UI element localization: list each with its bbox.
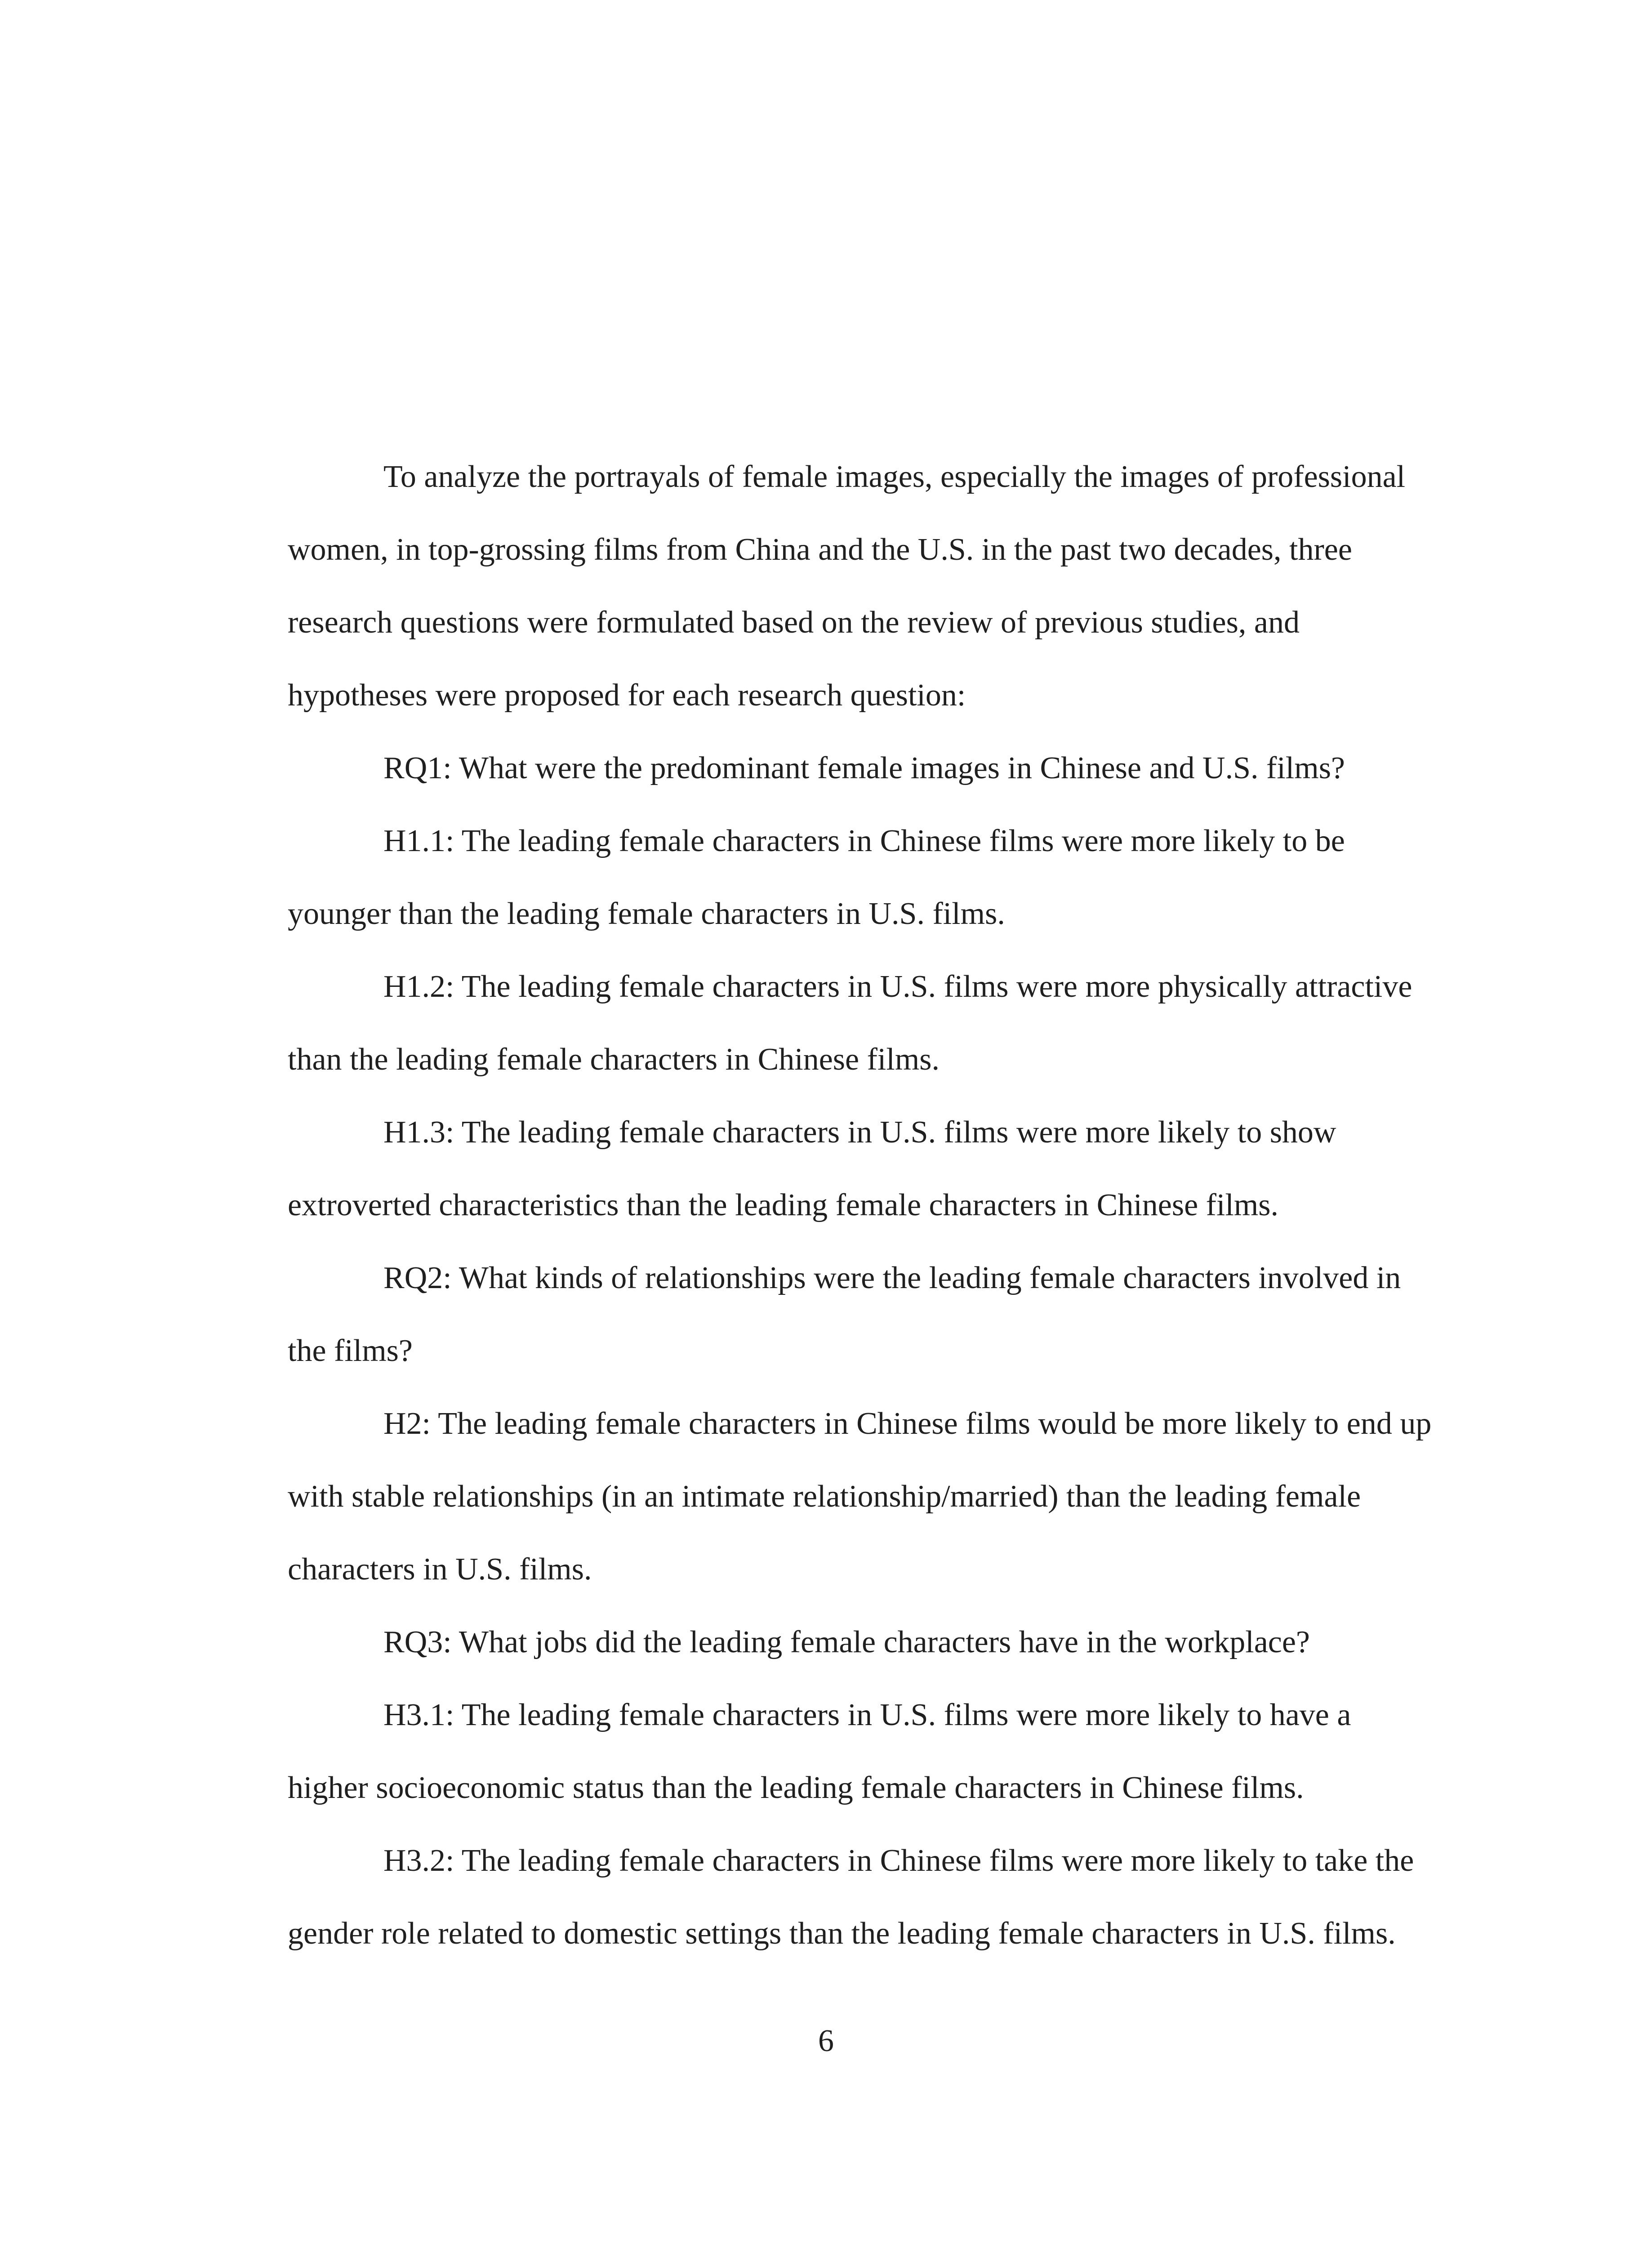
body-text (288, 441, 1438, 1970)
intro-paragraph: To analyze the portrayals of female images, especially the images of professional women, in top-grossing films from China and the U.S. in the past two decades, three research questions were formulated based on the review of previous studies, and hypotheses were proposed for each research question: (288, 459, 1406, 713)
page-number: 6 (818, 2024, 834, 2058)
hypothesis-3-1: H3.1: The leading female characters in U.S. films were more likely to have a higher socioeconomic status than the leading female characters in Chinese films. (288, 1698, 1351, 1805)
hypothesis-3-2: H3.2: The leading female characters in Chinese films were more likely to take the gender role related to domestic settings than the leading female characters in U.S. films. (288, 1843, 1414, 1951)
research-question-1: RQ1: What were the predominant female images in Chinese and U.S. films? (383, 751, 1345, 785)
hypothesis-1-1: H1.1: The leading female characters in Chinese films were more likely to be younger than the leading female characters in U.S. films. (288, 824, 1345, 931)
research-question-3: RQ3: What jobs did the leading female characters have in the workplace? (383, 1625, 1310, 1659)
research-question-2: RQ2: What kinds of relationships were the leading female characters involved in the films? (288, 1261, 1401, 1368)
hypothesis-2: H2: The leading female characters in Chinese films would be more likely to end up with stable relationships (in an intimate relationship/married) than the leading female characters in U.S. films. (288, 1406, 1432, 1587)
hypothesis-1-3: H1.3: The leading female characters in U.S. films were more likely to show extroverted characteristics than the leading female characters in Chinese films. (288, 1115, 1336, 1222)
hypothesis-1-2: H1.2: The leading female characters in U.S. films were more physically attractive than the leading female characters in Chinese films. (288, 969, 1412, 1077)
